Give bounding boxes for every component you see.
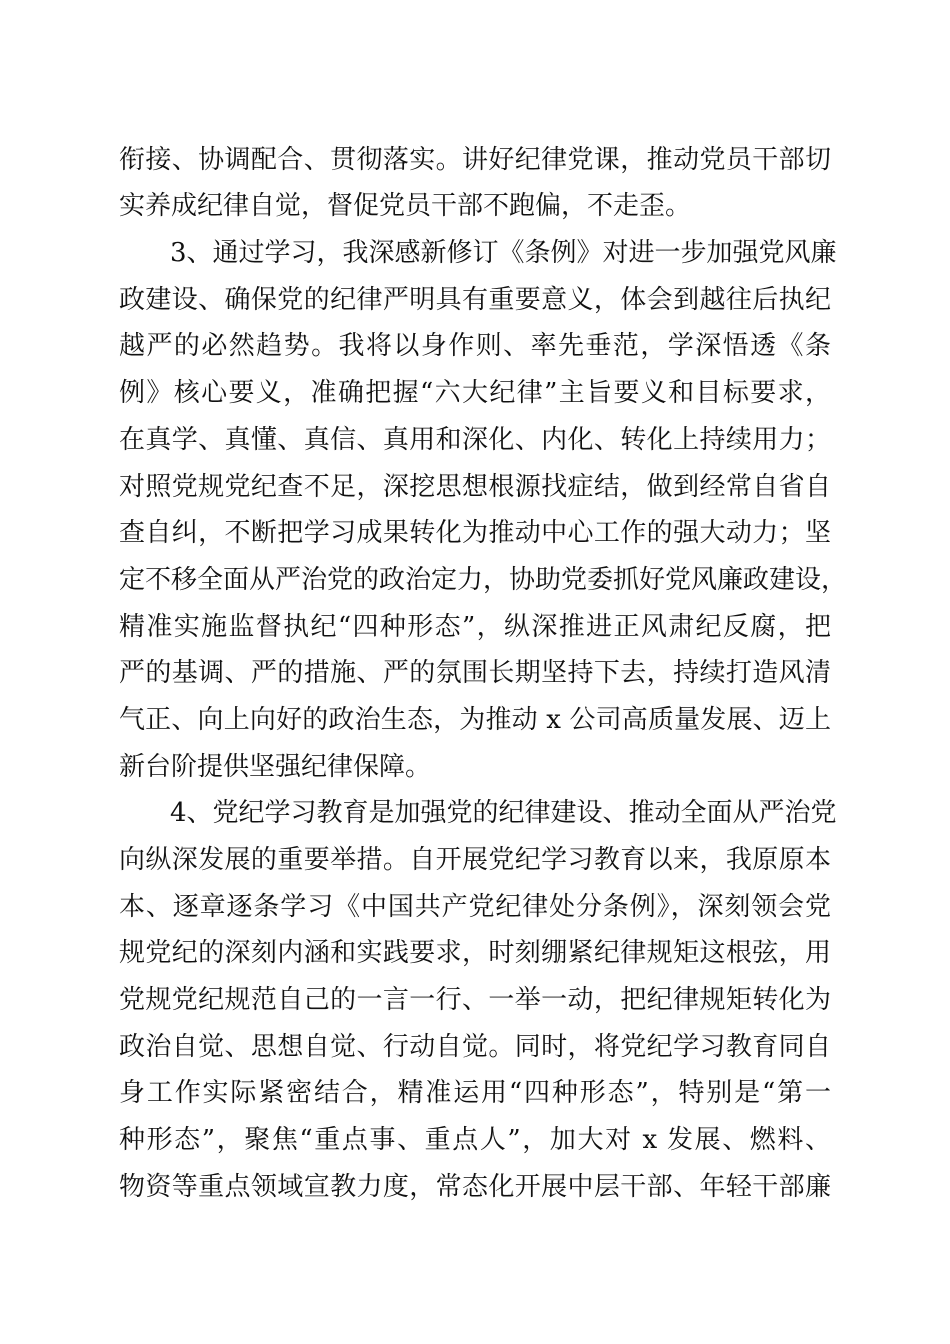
text-line: 种形态”，聚焦“重点事、重点人”，加大对 x 发展、燃料、 <box>119 1125 831 1155</box>
text-line: 定不移全面从严治党的政治定力，协助党委抓好党风廉政建设， <box>119 565 848 595</box>
text-line: 严的基调、严的措施、严的氛围长期坚持下去，持续打造风清 <box>119 658 831 688</box>
paragraph-4-first-line: 4、党纪学习教育是加强党的纪律建设、推动全面从严治党 <box>170 798 837 828</box>
paragraph-3-first-line: 3、通过学习，我深感新修订《条例》对进一步加强党风廉 <box>170 238 837 268</box>
text-line: 党规党纪规范自己的一言一行、一举一动，把纪律规矩转化为 <box>119 985 831 1015</box>
text-line: 越严的必然趋势。我将以身作则、率先垂范，学深悟透《条 <box>119 331 831 361</box>
text-line: 规党纪的深刻内涵和实践要求，时刻绷紧纪律规矩这根弦，用 <box>119 938 831 968</box>
text-line: 向纵深发展的重要举措。自开展党纪学习教育以来，我原原本 <box>119 845 831 875</box>
text-line: 在真学、真懂、真信、真用和深化、内化、转化上持续用力； <box>119 425 831 455</box>
text-line: 本、逐章逐条学习《中国共产党纪律处分条例》，深刻领会党 <box>119 892 831 922</box>
text-line: 政治自觉、思想自觉、行动自觉。同时，将党纪学习教育同自 <box>119 1032 831 1062</box>
text-line: 对照党规党纪查不足，深挖思想根源找症结，做到经常自省自 <box>119 472 831 502</box>
text-line: 物资等重点领域宣教力度，常态化开展中层干部、年轻干部廉 <box>119 1172 831 1202</box>
text-line: 身工作实际紧密结合，精准运用“四种形态”，特别是“第一 <box>119 1078 831 1108</box>
text-line: 精准实施监督执纪“四种形态”，纵深推进正风肃纪反腐，把 <box>119 612 831 642</box>
text-line: 查自纠，不断把学习成果转化为推动中心工作的强大动力；坚 <box>119 518 831 548</box>
text-line: 实养成纪律自觉，督促党员干部不跑偏，不走歪。 <box>119 191 692 221</box>
text-line: 衔接、协调配合、贯彻落实。讲好纪律党课，推动党员干部切 <box>119 145 831 175</box>
text-line: 气正、向上向好的政治生态，为推动 x 公司高质量发展、迈上 <box>119 705 831 735</box>
text-line: 政建设、确保党的纪律严明具有重要意义，体会到越往后执纪 <box>119 285 831 315</box>
text-line: 例》核心要义，准确把握“六大纪律”主旨要义和目标要求， <box>119 378 831 408</box>
text-line: 新台阶提供坚强纪律保障。 <box>119 752 432 782</box>
